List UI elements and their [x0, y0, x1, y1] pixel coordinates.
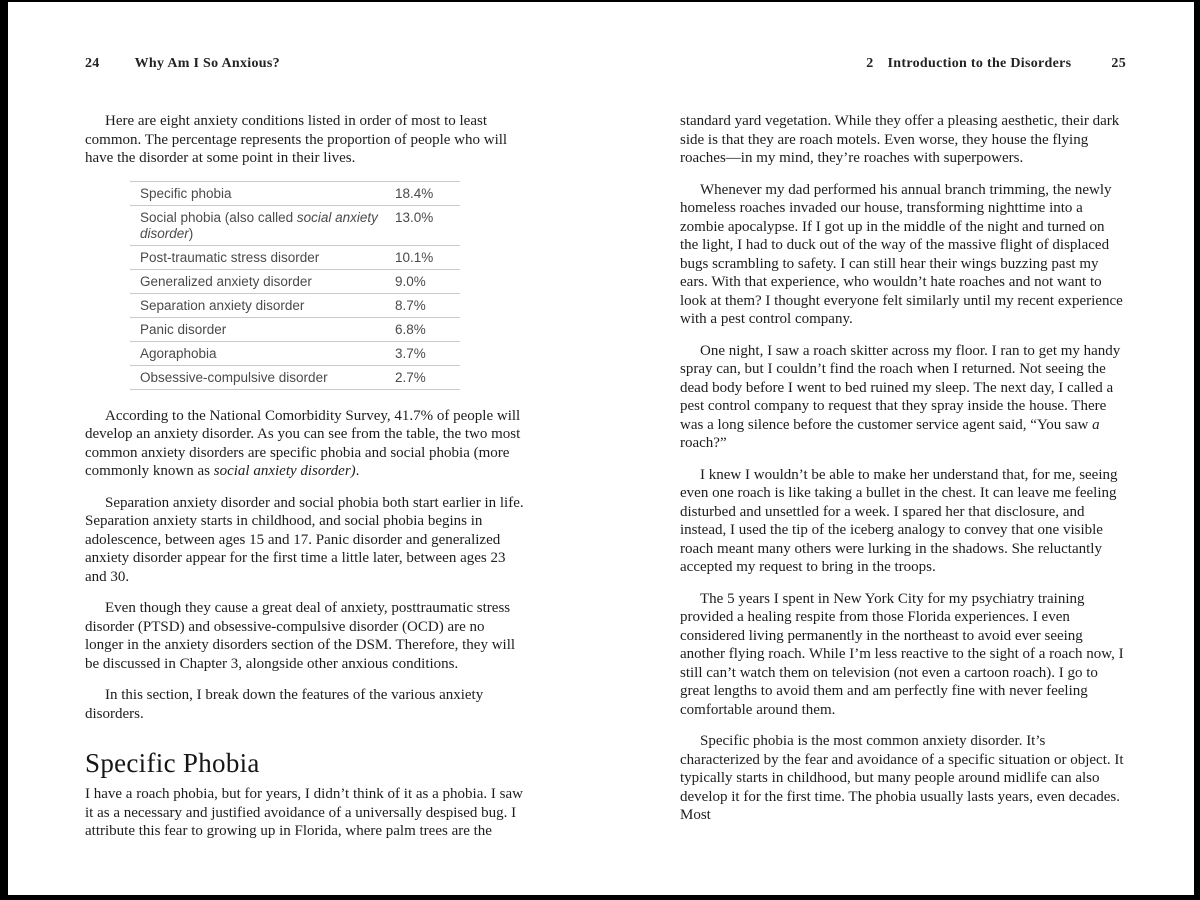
prevalence-table	[130, 181, 460, 390]
prevalence-cell: 10.1%	[395, 245, 460, 269]
left-page-body	[85, 112, 525, 841]
paragraph: Here are eight anxiety conditions listed in order of most to least common. The percentage represents the proportion of people who will have the disorder at some point in their lives.	[85, 113, 508, 166]
condition-cell: Generalized anxiety disorder	[130, 269, 395, 293]
condition-cell: Post-traumatic stress disorder	[130, 245, 395, 269]
table-row	[130, 181, 460, 205]
table-row	[130, 341, 460, 365]
prevalence-cell: 6.8%	[395, 317, 460, 341]
paragraph: In this section, I break down the features of the various anxiety disorders.	[85, 687, 484, 722]
prevalence-cell: 2.7%	[395, 365, 460, 389]
right-page-body	[680, 112, 1126, 825]
table-row	[130, 317, 460, 341]
book-spread	[8, 2, 1194, 895]
right-running-head	[680, 56, 1126, 72]
paragraph: I knew I wouldn’t be able to make her understand that, for me, seeing even one roach is like taking a bullet in the chest. It can leave me feeling disturbed and unsettled for a week. I spared her that disclosure, and instead, I used the tip of the iceberg analogy to convey that one visible roach meant many others were lurking in the shadows. She reluctantly accepted my request to bring in the troops.	[680, 466, 1118, 575]
paragraph: Specific phobia is the most common anxiety disorder. It’s characterized by the fear and avoidance of a specific situation or object. It typically starts in childhood, but many people around midlife can also develop it for the first time. The phobia usually lasts years, even decades. Most	[680, 733, 1124, 823]
table-row	[130, 269, 460, 293]
paragraph: One night, I saw a roach skitter across my floor. I ran to get my handy spray can, but I couldn’t find the roach when I returned. Not seeing the dead body before I went to bed ruined my sleep. The next day, I called a pest control company to request that they spray inside the house. There was a long silence before the customer service agent said, “You saw a roach?”	[680, 342, 1121, 451]
table-row	[130, 365, 460, 389]
condition-cell: Agoraphobia	[130, 341, 395, 365]
table-row	[130, 245, 460, 269]
condition-cell: Separation anxiety disorder	[130, 293, 395, 317]
right-running-head-title: Introduction to the Disorders	[887, 56, 1072, 71]
paragraph: Even though they cause a great deal of anxiety, posttraumatic stress disorder (PTSD) and obsessive-compulsive disorder (OCD) are no longer in the anxiety disorders section of the DSM. Therefore, they will be discussed in Chapter 3, alongside other anxious conditions.	[85, 600, 516, 672]
prevalence-cell: 18.4%	[395, 181, 460, 205]
paragraph: Separation anxiety disorder and social phobia both start earlier in life. Separation anxiety starts in childhood, and social phobia begins in adolescence, between ages 15 and 17. Panic disorder and generalized anxiety disorder appear for the first time a little later, between ages 23 and 30.	[85, 494, 524, 585]
paragraph: standard yard vegetation. While they offer a pleasing aesthetic, their dark side is that they are roach motels. Even worse, they house the flying roaches—in my mind, they’re roaches with superpowers.	[680, 113, 1120, 166]
condition-cell: Panic disorder	[130, 317, 395, 341]
prevalence-table-body	[130, 181, 460, 389]
table-row	[130, 205, 460, 245]
condition-cell: Social phobia (also called social anxiety disorder)	[130, 205, 395, 245]
prevalence-cell: 8.7%	[395, 293, 460, 317]
left-page	[85, 56, 525, 854]
left-running-head	[85, 56, 525, 72]
prevalence-cell: 13.0%	[395, 205, 460, 245]
section-heading: Specific Phobia	[85, 748, 260, 778]
paragraph: According to the National Comorbidity Survey, 41.7% of people will develop an anxiety disorder. As you can see from the table, the two most common anxiety disorders are specific phobia and social phobia (more commonly known as social anxiety disorder).	[85, 407, 521, 479]
prevalence-cell: 3.7%	[395, 341, 460, 365]
condition-cell: Specific phobia	[130, 181, 395, 205]
table-row	[130, 293, 460, 317]
condition-cell: Obsessive-compulsive disorder	[130, 365, 395, 389]
paragraph: Whenever my dad performed his annual branch trimming, the newly homeless roaches invaded our house, transforming nighttime into a zombie apocalypse. If I got up in the middle of the night and turned on the light, I had to duck out of the way of the massive flight of displaced bugs scrambling to safety. I can still hear their wings buzzing past my ears. With that experience, who wouldn’t hate roaches and not want to look at them? I thought everyone felt similarly until my recent experience with a pest control company.	[680, 181, 1123, 327]
right-page-number: 25	[1111, 56, 1126, 71]
paragraph: I have a roach phobia, but for years, I didn’t think of it as a phobia. I saw it as a necessary and justified avoidance of a universally despised bug. I attribute this fear to growing up in Florida, where palm trees are the	[85, 786, 523, 839]
paragraph: The 5 years I spent in New York City for my psychiatry training provided a healing respite from those Florida experiences. I even considered living permanently in the northeast to avoid ever seeing another flying roach. While I’m less reactive to the sight of a roach now, I still can’t watch them on television (not even a cartoon roach). I go to great lengths to avoid them and am perfectly fine with never feeling comfortable around them.	[680, 590, 1124, 718]
prevalence-cell: 9.0%	[395, 269, 460, 293]
chapter-number: 2	[866, 56, 874, 71]
right-page	[680, 56, 1126, 838]
left-page-number: 24	[85, 56, 100, 71]
left-running-head-title: Why Am I So Anxious?	[134, 56, 280, 71]
